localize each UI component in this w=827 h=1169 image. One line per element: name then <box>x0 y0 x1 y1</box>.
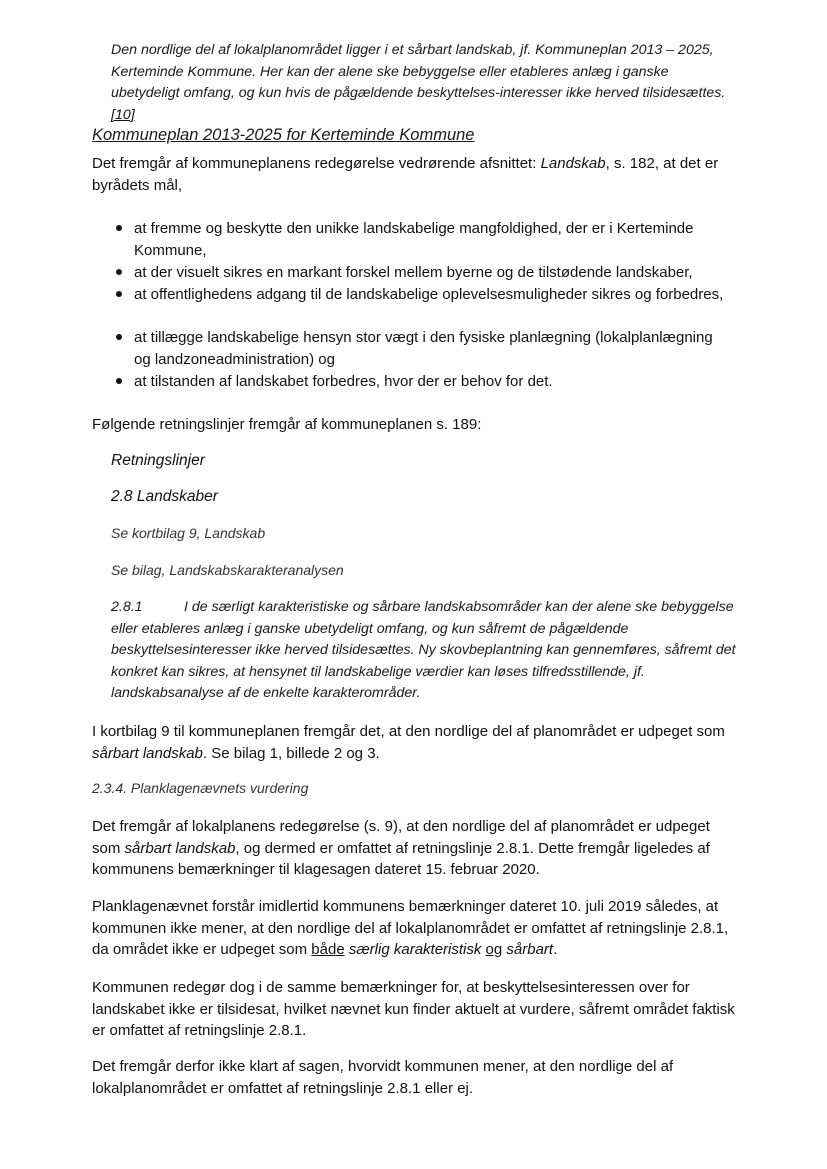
list-item-text: at tillægge landskabelige hensyn stor vægt i den fysiske planlægning (lokalplanlægning og landzoneadministration) og <box>134 329 713 368</box>
list-item-text: at der visuelt sikres en markant forskel mellem byerne og de tilstødende landskaber, <box>134 264 693 281</box>
list-item-text: at tilstanden af landskabet forbedres, hvor der er behov for det. <box>134 373 553 390</box>
paragraph-text-end: . <box>553 941 558 958</box>
quote-text: Den nordlige del af lokalplanområdet ligger i et sårbart landskab, jf. Kommuneplan 2013 – 2025, Kerteminde Kommune. Her kan der alene ske bebyggelse eller etableres anlæg i ganske ubetydeligt omfang, og kun hvis de pågældende beskyttelses-interesser ikke herved tilsidesættes. <box>111 42 726 101</box>
intro-text-end: , s. 182, at det er byrådets mål, <box>92 155 719 194</box>
intro-text: Det fremgår af kommuneplanens redegørelse vedrørende afsnittet: <box>92 155 541 172</box>
guideline-number: 2.8.1 <box>111 599 143 615</box>
intro-italic: Landskab <box>540 155 606 172</box>
section-2-3-4-heading: 2.3.4. Planklagenævnets vurdering <box>92 780 309 796</box>
paragraph-italic: sårbart landskab <box>124 839 236 857</box>
paragraph-text: Planklagenævnet forstår imidlertid kommunens bemærkninger dateret 10. juli 2019 således, at kommunen ikke mener, at den nordlige del af lokalplanområdet er omfattet af retningslinje 2.8.1, da området ikke er udpeget som <box>92 898 729 958</box>
paragraph-text-end: . Se bilag 1, billede 2 og 3. <box>202 744 380 762</box>
list-item <box>112 218 732 261</box>
footnote-link[interactable]: [10] <box>111 106 135 123</box>
list-item-text: at offentlighedens adgang til de landskabelige oplevelsesmuligheder sikres og forbedres, <box>134 286 724 303</box>
quote-block <box>111 40 736 126</box>
kortbilag-paragraph <box>92 721 737 764</box>
paragraph-b <box>92 896 737 961</box>
list-item <box>112 284 732 306</box>
paragraph-text: Det fremgår af lokalplanens redegørelse (s. 9), at den nordlige del af planområdet er udpeget som <box>92 818 710 857</box>
guideline-text: I de særligt karakteristiske og sårbare landskabsområder kan der alene ske bebyggelse eller etableres anlæg i ganske ubetydeligt omfang, og kun såfremt de pågældende beskyttelsesinteresser ikke herved tilsidesættes. Ny skovbeplantning kan gennemføres, såfremt det konkret kan sikres, at hensynet til landskabelige værdier kan løses tilfredsstillende, jf. landskabsanalyse af de enkelte karakterområder. <box>111 599 736 701</box>
guidelines-intro: Følgende retningslinjer fremgår af kommuneplanen s. 189: <box>92 416 482 433</box>
list-item <box>112 262 732 284</box>
paragraph-d: Det fremgår derfor ikke klart af sagen, hvorvidt kommunen mener, at den nordlige del af lokalplanområdet er omfattet af retningslinje 2.8.1 eller ej. <box>92 1058 674 1097</box>
guidelines-title: Retningslinjer <box>111 452 205 469</box>
section-heading: Kommuneplan 2013-2025 for Kerteminde Kommune <box>92 126 475 144</box>
bullet-icon <box>116 334 122 340</box>
italic-term: særlig karakteristisk <box>348 941 482 958</box>
list-item-text: at fremme og beskytte den unikke landskabelige mangfoldighed, der er i Kerteminde Kommune, <box>134 220 694 259</box>
guidelines-ref-analysis: Se bilag, Landskabskarakteranalysen <box>111 562 344 578</box>
paragraph-a <box>92 816 737 881</box>
guidelines-subtitle: 2.8 Landskaber <box>111 488 218 505</box>
intro-paragraph <box>92 153 737 196</box>
guidelines-ref-map: Se kortbilag 9, Landskab <box>111 525 266 541</box>
underlined-word: både <box>311 941 345 958</box>
paragraph-text-end: , og dermed er omfattet af retningslinje 2.8.1. Dette fremgår ligeledes af kommunens bemærkninger til klagesagen dateret 15. februar 2020. <box>92 839 710 878</box>
paragraph-c: Kommunen redegør dog i de samme bemærkninger for, at beskyttelsesinteressen over for landskabet ikke er tilsidesat, hvilket nævnet kun finder aktuelt at vurdere, såfremt området faktisk er omfattet af retningslinje 2.8.1. <box>92 979 735 1039</box>
list-item <box>112 327 732 370</box>
paragraph-italic: sårbart landskab <box>92 744 203 762</box>
bullet-icon <box>116 291 122 297</box>
bullet-icon <box>116 225 122 231</box>
guideline-2-8-1 <box>111 597 736 705</box>
list-item <box>112 371 732 393</box>
italic-term: sårbart <box>506 941 554 958</box>
paragraph-text: I kortbilag 9 til kommuneplanen fremgår det, at den nordlige del af planområdet er udpeget som <box>92 723 725 740</box>
underlined-word: og <box>485 941 503 958</box>
bullet-icon <box>116 269 122 275</box>
bullet-icon <box>116 378 122 384</box>
